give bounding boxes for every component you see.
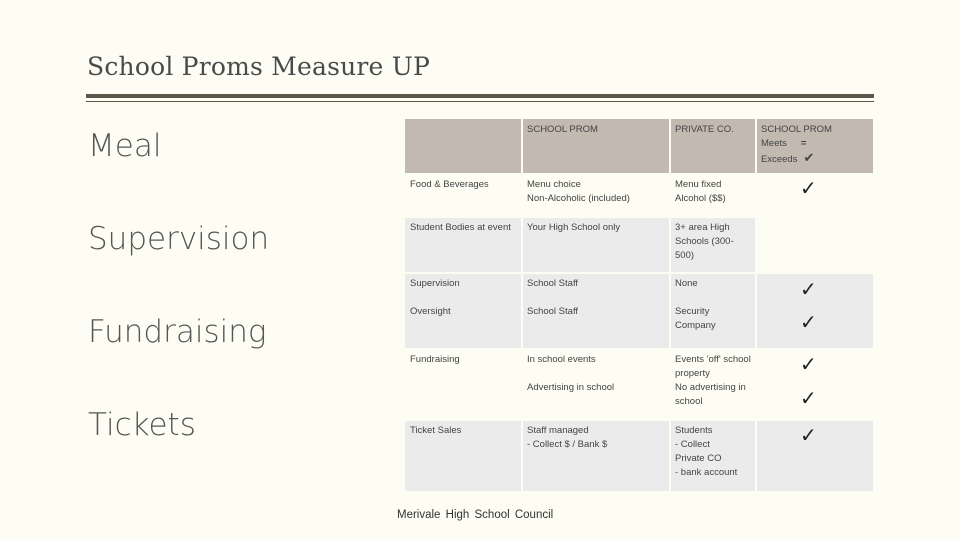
header-school-prom-meets-exceeds [756, 119, 873, 174]
row-label-tickets: Ticket Sales [405, 420, 522, 491]
exceeds-check-icon: ✔ [803, 150, 815, 165]
food-private: Menu fixed Alcohol ($$) [670, 174, 756, 217]
oversight-private: Security Company [675, 306, 716, 331]
page-title: School Proms Measure UP [87, 52, 430, 81]
check-icon: ✓ [800, 386, 817, 410]
check-icon: ✓ [800, 310, 817, 334]
fundraising-private [670, 349, 756, 420]
header-col4-line1: SCHOOL PROM [761, 124, 832, 135]
category-supervision: Supervision [88, 221, 270, 257]
header-cell-empty [405, 119, 522, 174]
row-label-supervision: Supervision [410, 278, 460, 289]
title-rule-thin [86, 101, 874, 102]
row-label-food: Food & Beverages [405, 174, 522, 217]
row-label-oversight: Oversight [410, 306, 451, 317]
students-private: 3+ area High Schools (300-500) [670, 217, 756, 273]
category-fundraising: Fundraising [88, 314, 267, 350]
grid-line [405, 419, 873, 421]
check-icon: ✓ [800, 352, 817, 376]
row-label-fundraising: Fundraising [405, 349, 522, 420]
students-school: Your High School only [522, 217, 670, 273]
header-private-co: PRIVATE CO. [670, 119, 756, 174]
header-col4-line2 [761, 137, 868, 151]
supervision-private: None [675, 278, 698, 289]
header-col4-line3 [761, 151, 868, 167]
grid-line [405, 173, 873, 175]
supervision-school: School Staff [527, 278, 579, 289]
category-tickets: Tickets [88, 407, 196, 443]
header-school-prom: SCHOOL PROM [522, 119, 670, 174]
fundraising-school [522, 349, 670, 420]
meets-symbol: = [800, 138, 807, 149]
supervision-block-col1 [405, 273, 522, 349]
fundraising-private-1: Events 'off' school property [675, 354, 751, 379]
fundraising-school-2: Advertising in school [527, 382, 615, 393]
check-icon: ✓ [800, 176, 817, 200]
fundraising-private-2: No advertising in school [675, 382, 746, 407]
supervision-block-col3 [670, 273, 756, 349]
grid-line [405, 348, 873, 350]
title-rule-thick [86, 94, 874, 98]
fundraising-school-1: In school events [527, 354, 596, 365]
header-col4-exceeds: Exceeds [761, 154, 798, 165]
food-school: Menu choice Non-Alcoholic (included) [522, 174, 670, 217]
grid-line [405, 272, 873, 274]
check-icon: ✓ [800, 423, 817, 447]
row-label-students: Student Bodies at event [405, 217, 522, 273]
category-meal: Meal [88, 128, 162, 164]
grid-line [405, 216, 873, 218]
header-col4-meets: Meets [761, 138, 787, 149]
footer-text: Merivale High School Council [397, 509, 554, 521]
tickets-private: Students - Collect Private CO - bank account [670, 420, 756, 491]
check-icon: ✓ [800, 277, 817, 301]
tickets-school: Staff managed - Collect $ / Bank $ [522, 420, 670, 491]
supervision-block-col2 [522, 273, 670, 349]
students-result [756, 217, 873, 273]
oversight-school: School Staff [527, 306, 579, 317]
